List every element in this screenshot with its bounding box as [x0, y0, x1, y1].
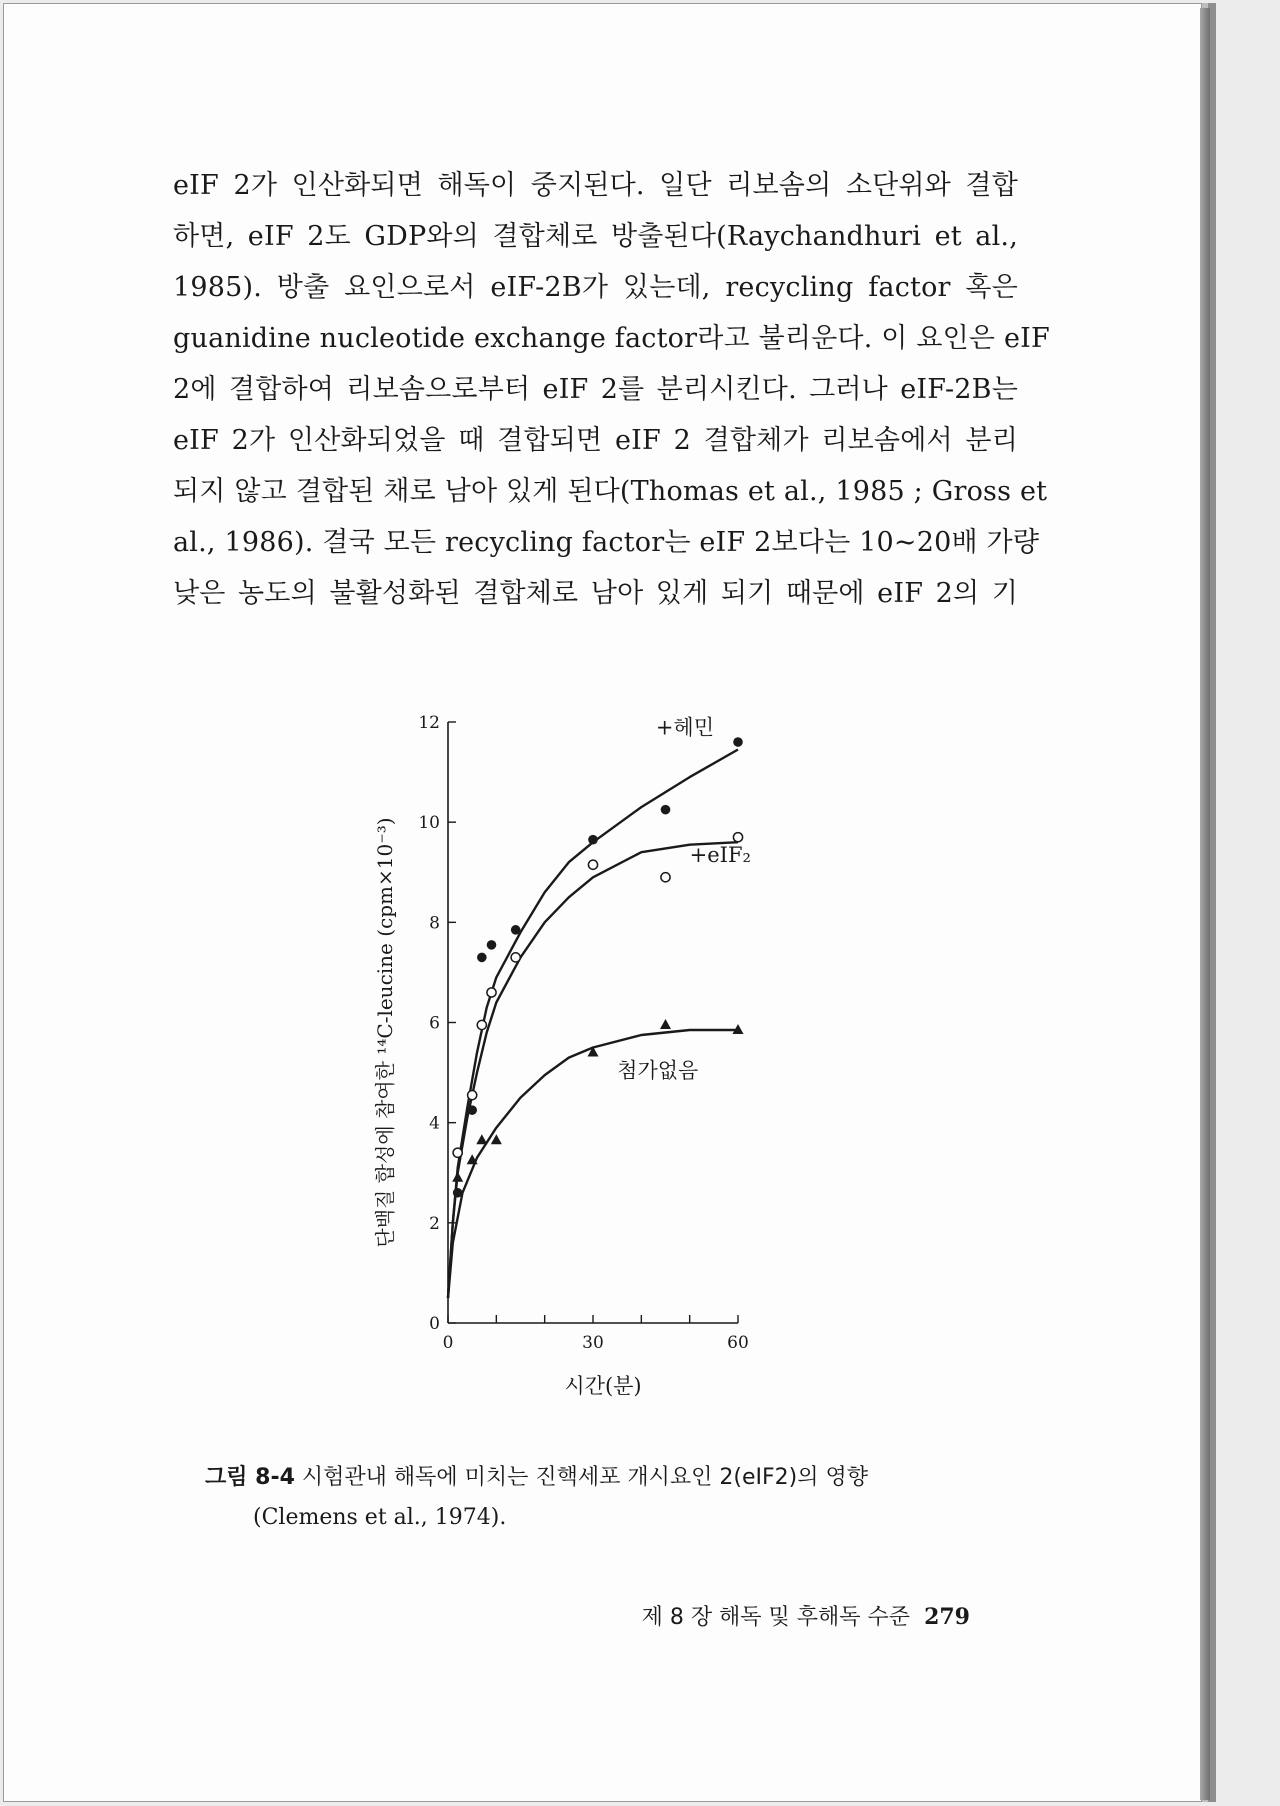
eif2-point [487, 988, 496, 997]
caption-figure-number: 그림 8-4 [205, 1465, 295, 1490]
body-line: 1985). 방출 요인으로서 eIF-2B가 있는데, recycling factor 혹은 [173, 272, 1018, 303]
hemin-point [661, 805, 671, 815]
eif2-point [477, 1020, 486, 1029]
page-footer [600, 1600, 970, 1631]
no-addition-point [660, 1019, 671, 1029]
y-tick-label: 4 [429, 1113, 440, 1134]
eif2-point [588, 860, 597, 869]
body-line: 2에 결합하여 리보솜으로부터 eIF 2를 분리시킨다. 그러나 eIF-2B는 [173, 374, 1018, 405]
figure-caption [205, 1458, 1065, 1538]
figure-chart [360, 700, 780, 1420]
body-line: 되지 않고 결합된 채로 남아 있게 된다(Thomas et al., 1985 ; Gross et [173, 476, 1048, 507]
x-tick-label: 60 [727, 1333, 749, 1353]
body-line: eIF 2가 인산화되면 해독이 중지된다. 일단 리보솜의 소단위와 결합 [173, 170, 1018, 201]
y-tick-label: 0 [429, 1314, 440, 1334]
x-tick-label: 30 [582, 1333, 604, 1353]
x-tick-label: 0 [442, 1333, 454, 1353]
body-line: guanidine nucleotide exchange factor라고 불리운다. 이 요인은 eIF [173, 323, 1050, 354]
body-text [173, 160, 1050, 619]
eif2-point [453, 1148, 462, 1157]
page-number: 279 [924, 1604, 970, 1630]
y-axis-label: 단백질 합성에 참여한 ¹⁴C-leucine (cpm×10⁻³) [373, 817, 397, 1248]
page-edge [1200, 8, 1210, 1800]
eif2-point [661, 873, 670, 882]
hemin-point [511, 925, 521, 935]
body-line: 하면, eIF 2도 GDP와의 결합체로 방출된다(Raychandhuri et al., [173, 221, 1018, 252]
chapter-title: 제 8 장 해독 및 후해독 수준 [641, 1605, 911, 1630]
series-label-eif2: +eIF₂ [689, 843, 751, 868]
body-line: al., 1986). 결국 모든 recycling factor는 eIF 2보다는 10~20배 가량 [173, 527, 1040, 558]
no-addition-point [452, 1172, 463, 1182]
hemin-point [588, 835, 598, 845]
hemin-point [477, 953, 487, 963]
series-label-no-addition: 첨가없음 [617, 1058, 699, 1083]
y-tick-label: 8 [429, 913, 440, 934]
no-addition-point [476, 1134, 487, 1144]
caption-title: 시험관내 해독에 미치는 진핵세포 개시요인 2(eIF2)의 영향 [294, 1465, 869, 1490]
hemin-curve [448, 750, 738, 1299]
caption-citation: (Clemens et al., 1974). [253, 1505, 507, 1530]
eif2-point [468, 1091, 477, 1100]
y-tick-label: 6 [429, 1013, 440, 1034]
chart-svg [360, 700, 780, 1420]
caption-line-1 [205, 1458, 1065, 1498]
series-label-hemin: +헤민 [655, 715, 715, 740]
y-tick-label: 2 [429, 1213, 440, 1234]
y-tick-label: 10 [418, 813, 440, 834]
eif2-point [733, 833, 742, 842]
body-line: eIF 2가 인산화되었을 때 결합되면 eIF 2 결합체가 리보솜에서 분리 [173, 425, 1018, 456]
hemin-point [487, 940, 497, 950]
x-axis-label: 시간(분) [564, 1374, 642, 1398]
y-tick-label: 12 [418, 713, 440, 733]
body-line: 낮은 농도의 불활성화된 결합체로 남아 있게 되기 때문에 eIF 2의 기 [173, 578, 1018, 609]
hemin-point [733, 737, 743, 747]
eif2-point [511, 953, 520, 962]
